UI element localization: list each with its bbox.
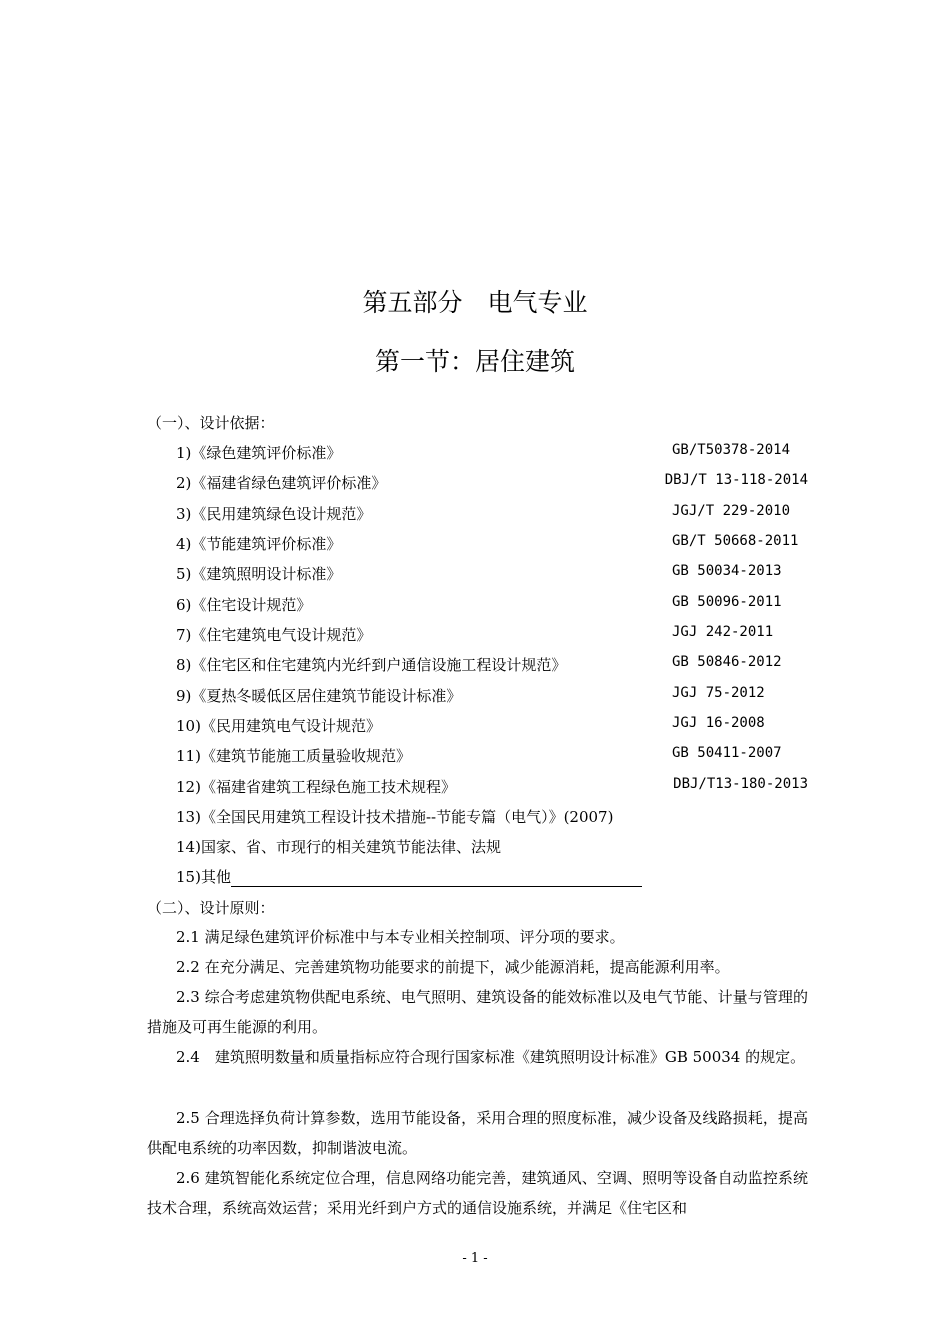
reference-item (176, 563, 808, 583)
reference-item (176, 533, 808, 553)
reference-item (176, 776, 808, 796)
reference-item: 14)国家、省、市现行的相关建筑节能法律、法规 (176, 838, 501, 856)
reference-code: JGJ 242-2011 (672, 624, 774, 640)
reference-name: 9)《夏热冬暖低区居住建筑节能设计标准》 (176, 687, 462, 705)
reference-name: 5)《建筑照明设计标准》 (176, 565, 342, 583)
reference-name: 6)《住宅设计规范》 (176, 596, 312, 614)
reference-item (176, 685, 808, 705)
reference-item (176, 745, 808, 765)
principles-heading: （二）、设计原则： (147, 899, 275, 917)
principle-paragraph: 2.4 建筑照明数量和质量指标应符合现行国家标准《建筑照明设计标准》GB 50034 的规定。 (176, 1048, 806, 1066)
basis-heading: （一）、设计依据： (147, 414, 275, 432)
reference-item (176, 442, 808, 462)
principle-paragraph: 2.5 合理选择负荷计算参数，选用节能设备，采用合理的照度标准，减少设备及线路损耗，提高供配电系统的功率因数，抑制谐波电流。 (147, 1109, 808, 1157)
reference-name: 3)《民用建筑绿色设计规范》 (176, 505, 372, 523)
reference-name: 11)《建筑节能施工质量验收规范》 (176, 747, 411, 765)
reference-code: JGJ/T 229-2010 (672, 503, 791, 519)
reference-item (176, 594, 808, 614)
page-number: - 1 - (462, 1251, 488, 1266)
reference-name: 2)《福建省绿色建筑评价标准》 (176, 474, 387, 492)
reference-code: GB/T 50668-2011 (672, 533, 799, 549)
principle-paragraph: 2.3 综合考虑建筑物供配电系统、电气照明、建筑设备的能效标准以及电气节能、计量与管理的措施及可再生能源的利用。 (147, 988, 808, 1036)
reference-code: DBJ/T 13-118-2014 (664, 472, 808, 488)
principle-paragraph: 2.2 在充分满足、完善建筑物功能要求的前提下，减少能源消耗，提高能源利用率。 (176, 958, 730, 976)
reference-code: GB 50096-2011 (672, 594, 782, 610)
reference-name: 10)《民用建筑电气设计规范》 (176, 717, 381, 735)
reference-item-other (176, 866, 642, 887)
reference-other-label: 15)其他 (176, 868, 231, 886)
reference-item (176, 715, 808, 735)
fill-in-blank (231, 869, 642, 887)
principle-paragraph: 2.6 建筑智能化系统定位合理，信息网络功能完善，建筑通风、空调、照明等设备自动监控系统技术合理，系统高效运营；采用光纤到户方式的通信设施系统，并满足《住宅区和 (147, 1169, 808, 1217)
reference-name: 4)《节能建筑评价标准》 (176, 535, 342, 553)
reference-name: 7)《住宅建筑电气设计规范》 (176, 626, 372, 644)
reference-code: DBJ/T13-180-2013 (673, 776, 808, 792)
reference-name: 8)《住宅区和住宅建筑内光纤到户通信设施工程设计规范》 (176, 656, 567, 674)
reference-item (176, 503, 808, 523)
reference-code: GB 50846-2012 (672, 654, 782, 670)
reference-code: JGJ 75-2012 (672, 685, 765, 701)
principle-paragraph: 2.1 满足绿色建筑评价标准中与本专业相关控制项、评分项的要求。 (176, 928, 625, 946)
page-title: 第五部分 电气专业 (362, 288, 588, 317)
reference-item (176, 624, 808, 644)
reference-code: JGJ 16-2008 (672, 715, 765, 731)
reference-code: GB 50034-2013 (672, 563, 782, 579)
reference-item: 13)《全国民用建筑工程设计技术措施--节能专篇（电气）》(2007) (176, 808, 614, 826)
reference-code: GB/T50378-2014 (672, 442, 791, 458)
section-title: 第一节：居住建筑 (374, 347, 575, 376)
reference-item (176, 654, 808, 674)
reference-item (176, 472, 808, 492)
reference-code: GB 50411-2007 (672, 745, 782, 761)
reference-name: 1)《绿色建筑评价标准》 (176, 444, 342, 462)
reference-name: 12)《福建省建筑工程绿色施工技术规程》 (176, 778, 456, 796)
